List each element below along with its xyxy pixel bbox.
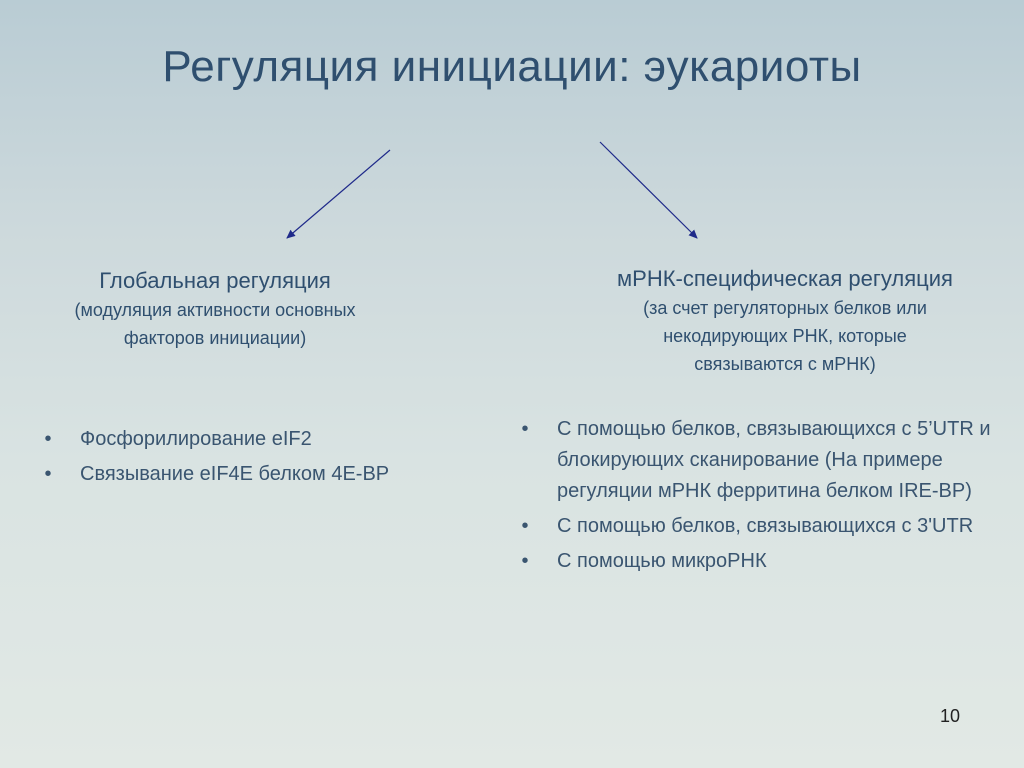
bullet-icon: • (521, 550, 529, 572)
global-regulation-subtitle-line1: (модуляция активности основных (74, 300, 356, 320)
bullet-icon: • (44, 463, 52, 485)
mrna-specific-regulation-heading (545, 264, 1024, 378)
bullet-icon: • (521, 418, 529, 440)
list-item (515, 414, 1015, 507)
slide-title: Регуляция инициации: эукариоты (162, 42, 862, 91)
global-regulation-bullet-list (38, 424, 508, 494)
list-item (515, 511, 1015, 542)
global-regulation-heading (20, 266, 410, 352)
mrna-specific-regulation-subtitle-line2: некодирующих РНК, которые (663, 326, 907, 346)
bullet-icon: • (521, 515, 529, 537)
list-item-text: Фосфорилирование eIF2 (80, 428, 312, 450)
right-arrow (600, 142, 697, 238)
mrna-specific-regulation-subtitle-line1: (за счет регуляторных белков или (643, 298, 927, 318)
list-item-text: С помощью белков, связывающихся с 3'UTR (557, 515, 974, 537)
left-arrow (287, 150, 390, 238)
list-item (38, 424, 508, 455)
list-item (38, 459, 508, 490)
list-item (515, 546, 1015, 577)
global-regulation-subtitle-line2: факторов инициации) (123, 328, 307, 348)
list-item-text: С помощью белков, связывающихся с 5’UTR и блокирующих сканирование (На примере регуляции мРНК ферритина белком IRE-BP) (557, 418, 991, 502)
list-item-text: Связывание eIF4E белком 4E-BP (80, 463, 390, 485)
mrna-specific-bullet-list (515, 414, 1015, 581)
bullet-icon: • (44, 428, 52, 450)
mrna-specific-regulation-title: мРНК-специфическая регуляция (617, 266, 953, 291)
list-item-text: С помощью микроРНК (557, 550, 767, 572)
page-number: 10 (939, 706, 961, 726)
global-regulation-title: Глобальная регуляция (99, 268, 331, 293)
mrna-specific-regulation-subtitle-line3: связываются с мРНК) (694, 354, 876, 374)
